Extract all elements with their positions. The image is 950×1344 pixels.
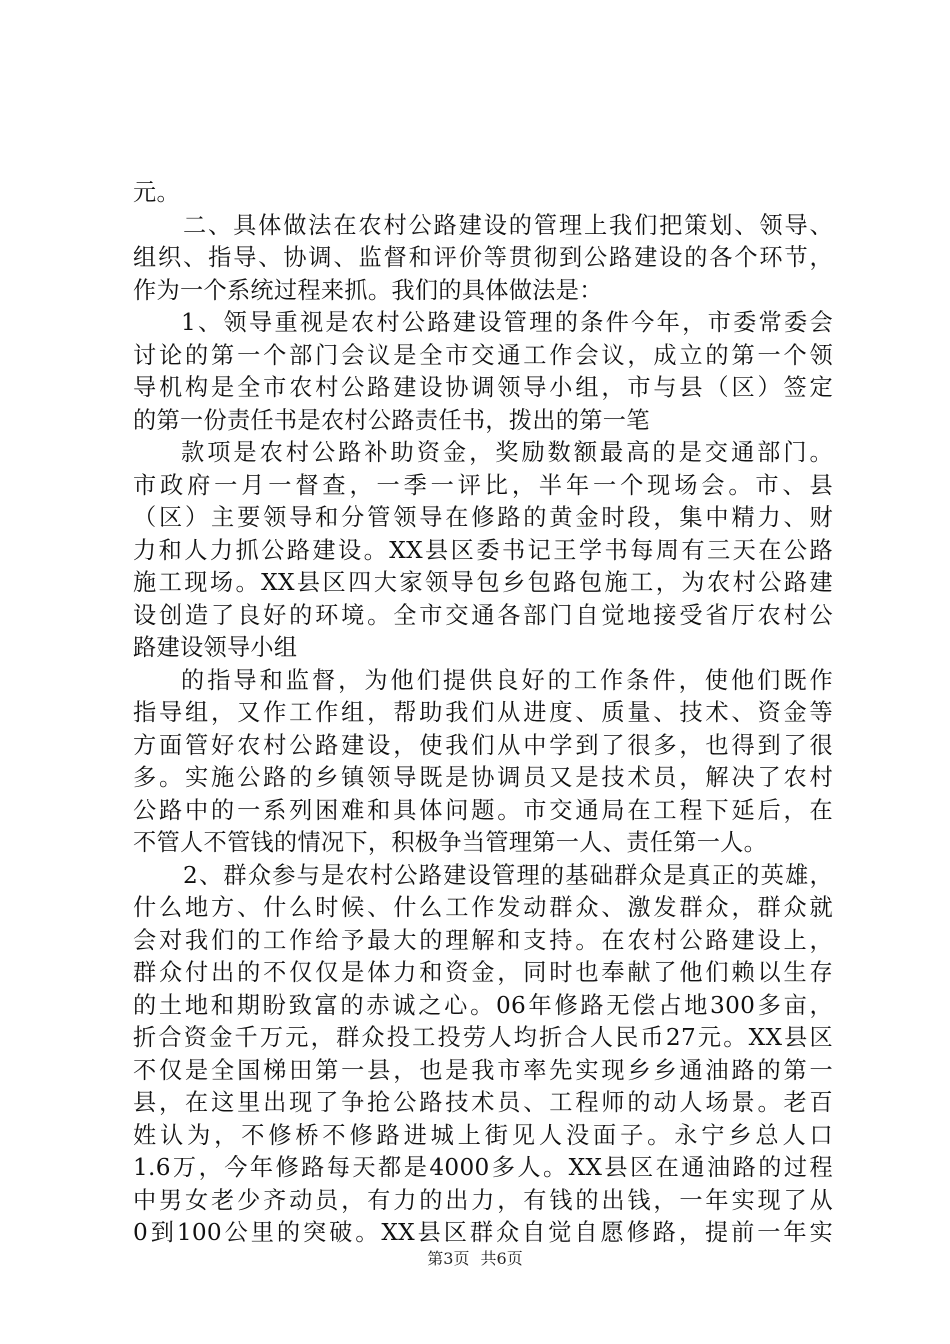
text-line: 不仅是全国梯田第一县，也是我市率先实现乡乡通油路的第一 [133,1056,833,1084]
text-line: 多。实施公路的乡镇领导既是协调员又是技术员，解决了农村 [133,764,833,791]
text-line: 组织、指导、协调、监督和评价等贯彻到公路建设的各个环节， [133,244,833,271]
text-line: 1.6万，今年修路每天都是4000多人。XX县区在通油路的过程 [133,1154,833,1181]
text-line: 作为一个系统过程来抓。我们的具体做法是： [133,276,603,304]
text-line: 县，在这里出现了争抢公路技术员、工程师的动人场景。老百 [133,1089,833,1116]
text-line: 指导组，又作工作组，帮助我们从进度、质量、技术、资金等 [133,699,833,726]
text-line: 力和人力抓公路建设。XX县区委书记王学书每周有三天在公路 [133,536,833,564]
text-line: 导机构是全市农村公路建设协调领导小组，市与县（区）签定 [133,374,833,401]
text-line: 元。 [133,179,180,206]
page-footer [0,1246,950,1269]
text-line: 姓认为，不修桥不修路进城上街见人没面子。永宁乡总人口 [133,1121,833,1149]
text-line: 中男女老少齐动员，有力的出力，有钱的出钱，一年实现了从 [133,1186,833,1214]
text-line: 什么地方、什么时候、什么工作发动群众、激发群众，群众就 [133,894,833,921]
text-line: 讨论的第一个部门会议是全市交通工作会议，成立的第一个领 [133,341,833,369]
text-line: （区）主要领导和分管领导在修路的黄金时段，集中精力、财 [133,504,833,531]
text-line: 设创造了良好的环境。全市交通各部门自觉地接受省厅农村公 [133,601,833,629]
body-text [133,177,833,1250]
text-line: 折合资金千万元，群众投工投劳人均折合人民币27元。XX县区 [133,1024,833,1051]
text-line: 的指导和监督，为他们提供良好的工作条件，使他们既作 [181,666,833,694]
text-line: 路建设领导小组 [133,634,298,661]
text-line: 施工现场。XX县区四大家领导包乡包路包施工，为农村公路建 [133,569,833,596]
text-line: 的第一份责任书是农村公路责任书，拨出的第一笔 [133,406,650,434]
text-line: 市政府一月一督查，一季一评比，半年一个现场会。市、县 [133,471,833,499]
text-line: 1、领导重视是农村公路建设管理的条件今年，市委常委会 [181,309,833,336]
text-line: 的土地和期盼致富的赤诚之心。06年修路无偿占地300多亩， [133,991,833,1019]
text-line: 群众付出的不仅仅是体力和资金，同时也奉献了他们赖以生存 [133,959,833,986]
page-total: 共6页 [480,1249,523,1268]
text-line: 2、群众参与是农村公路建设管理的基础群众是真正的英雄， [183,861,833,889]
text-line: 二、具体做法在农村公路建设的管理上我们把策划、领导、 [183,211,833,239]
text-line: 0到100公里的突破。XX县区群众自觉自愿修路，提前一年实 [133,1219,833,1246]
text-line: 不管人不管钱的情况下，积极争当管理第一人、责任第一人。 [133,829,768,856]
page-number: 第3页 [427,1249,470,1268]
text-line: 款项是农村公路补助资金，奖励数额最高的是交通部门。 [181,439,833,466]
text-line: 会对我们的工作给予最大的理解和支持。在农村公路建设上， [133,926,833,954]
text-line: 公路中的一系列困难和具体问题。市交通局在工程下延后，在 [133,796,833,824]
text-line: 方面管好农村公路建设，使我们从中学到了很多，也得到了很 [133,731,833,759]
